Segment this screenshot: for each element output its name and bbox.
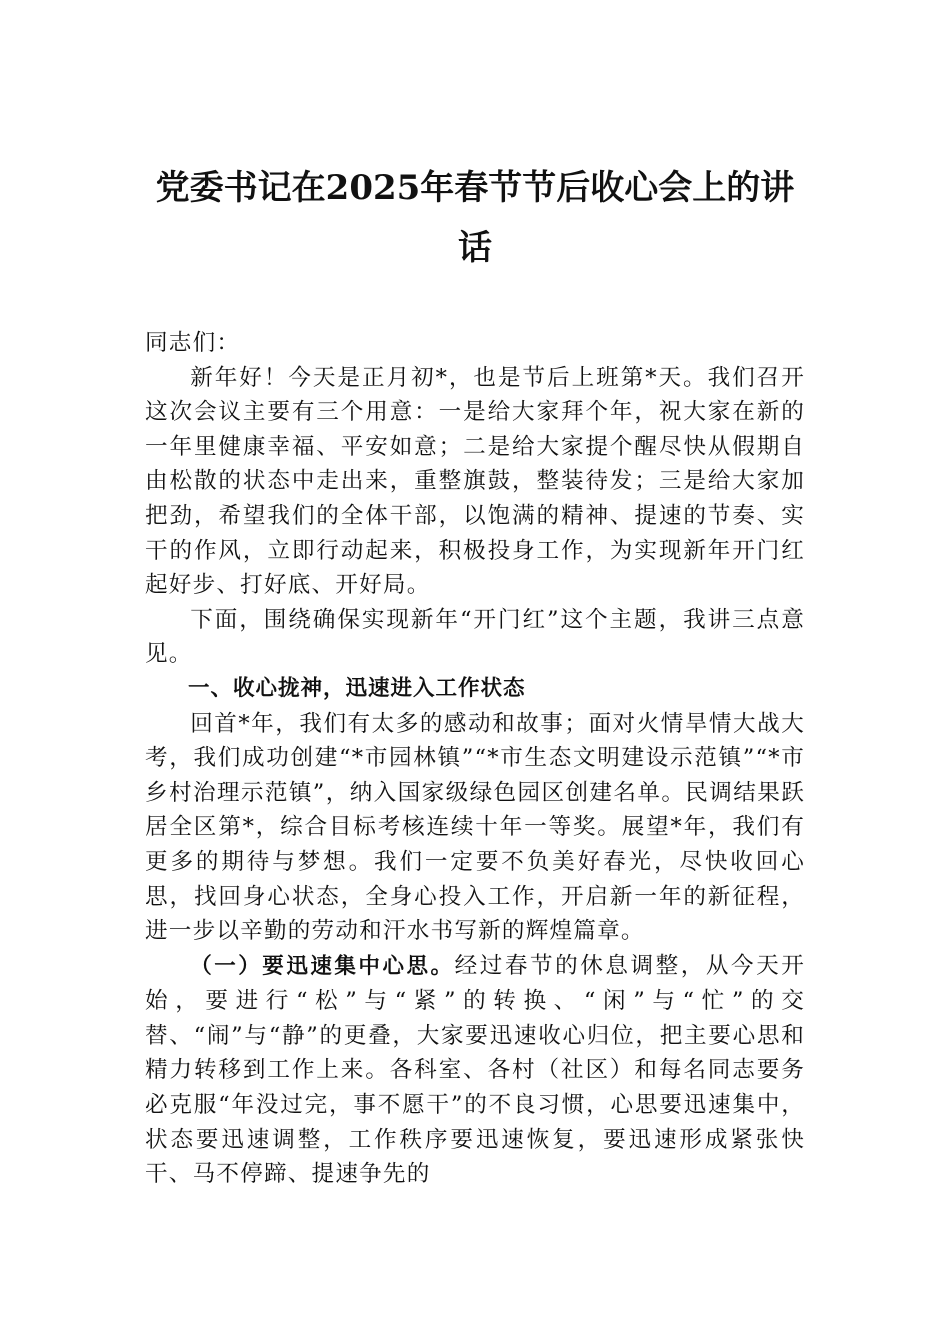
title-line-1: 党委书记在2025年春节节后收心会上的讲	[155, 168, 795, 208]
title-line-2: 话	[458, 228, 492, 268]
sub-1-text: 经过春节的休息调整，从今天开始，要进行“松”与“紧”的转换、“闲”与“忙”的交替、“闹”与“静”的更叠，大家要迅速收心归位，把主要心思和精力转移到工作上来。各科室、各村（社区）和每名同志要务必克服“年没过完，事不愿干”的不良习惯，心思要迅速集中，状态要迅速调整，工作秩序要迅速恢复，要迅速形成紧张快干、马不停蹄、提速争先的	[145, 952, 805, 1188]
document-body	[145, 326, 805, 1192]
paragraph-review: 回首*年，我们有太多的感动和故事；面对火情旱情大战大考，我们成功创建“*市园林镇”“*市生态文明建设示范镇”“*市乡村治理示范镇”，纳入国家级绿色园区创建名单。民调结果跃居全区第*，综合目标考核连续十年一等奖。展望*年，我们有更多的期待与梦想。我们一定要不负美好春光，尽快收回心思，找回身心状态，全身心投入工作，开启新一年的新征程，进一步以辛勤的劳动和汗水书写新的辉煌篇章。	[145, 710, 805, 945]
paragraph-intro: 下面，围绕确保实现新年“开门红”这个主题，我讲三点意见。	[145, 606, 805, 668]
paragraph-sub-1	[145, 949, 805, 1192]
salutation: 同志们：	[145, 330, 241, 356]
sub-heading-1: （一）要迅速集中心思。	[190, 953, 455, 979]
section-heading-1: 一、收心拢神，迅速进入工作状态	[188, 675, 526, 701]
paragraph-opening: 新年好！今天是正月初*，也是节后上班第*天。我们召开这次会议主要有三个用意：一是给大家拜个年，祝大家在新的一年里健康幸福、平安如意；二是给大家提个醒尽快从假期自由松散的状态中走出来，重整旗鼓，整装待发；三是给大家加把劲，希望我们的全体干部，以饱满的精神、提速的节奏、实干的作风，立即行动起来，积极投身工作，为实现新年开门红起好步、打好底、开好局。	[145, 364, 805, 599]
document-title	[120, 158, 830, 278]
